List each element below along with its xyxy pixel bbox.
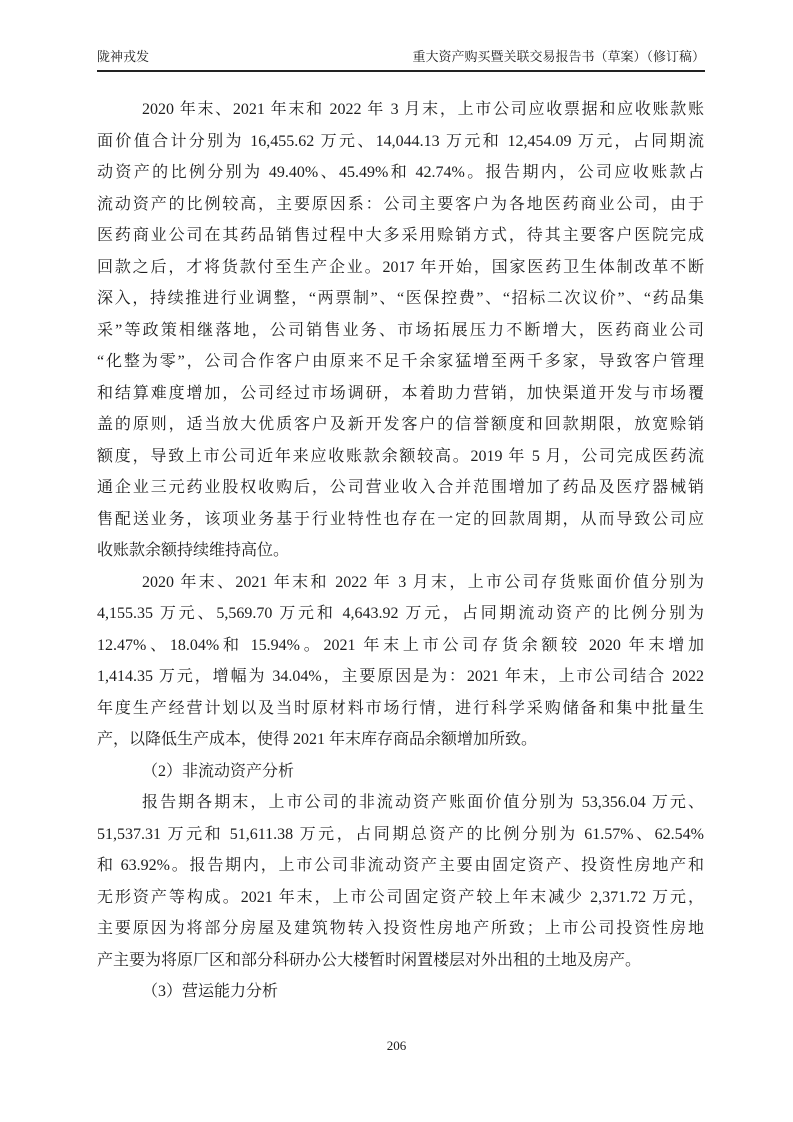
header-company-name: 陇神戎发 — [97, 49, 150, 64]
text-line: 动资产的比例分别为 49.40%、45.49%和 42.74%。报告期内，公司应收账款占 — [97, 164, 704, 181]
text-line: 2020 年末、2021 年末和 2022 年 3 月末，上市公司应收票据和应收账款账 — [142, 101, 704, 118]
page-number: 206 — [386, 1038, 407, 1053]
text-line: （2）非流动资产分析 — [142, 762, 295, 780]
text-line: 产，以降低生产成本，使得 2021 年末库存商品余额增加所致。 — [97, 731, 538, 748]
text-line: 报告期各期末，上市公司的非流动资产账面价值分别为 53,356.04 万元、 — [142, 794, 704, 811]
text-line: 和 63.92%。报告期内，上市公司非流动资产主要由固定资产、投资性房地产和 — [97, 857, 704, 874]
text-line: 无形资产等构成。2021 年末，上市公司固定资产较上年末减少 2,371.72 万元， — [97, 888, 704, 906]
paragraph — [97, 94, 704, 567]
paragraph — [97, 567, 704, 756]
text-line: 回款之后，才将货款付至生产企业。2017 年开始，国家医药卫生体制改革不断 — [97, 258, 704, 276]
text-line: 售配送业务，该项业务基于行业特性也存在一定的回款周期，从而导致公司应 — [97, 510, 704, 528]
text-line: 2020 年末、2021 年末和 2022 年 3 月末，上市公司存货账面价值分别为 — [142, 573, 704, 591]
paragraph — [97, 787, 704, 976]
text-line: 通企业三元药业股权收购后，公司营业收入合并范围增加了药品及医疗器械销 — [97, 479, 704, 496]
text-line: 额度，导致上市公司近年来应收账款余额较高。2019 年 5 月，公司完成医药流 — [97, 447, 704, 465]
text-line: 产主要为将原厂区和部分科研办公大楼暂时闲置楼层对外出租的土地及房产。 — [97, 951, 642, 969]
text-line: 1,414.35 万元，增幅为 34.04%，主要原因是为：2021 年末，上市公司结合 2022 — [97, 668, 704, 685]
text-line: （3）营运能力分析 — [142, 983, 279, 1000]
text-line: 面价值合计分别为 16,455.62 万元、14,044.13 万元和 12,454.09 万元，占同期流 — [97, 132, 704, 150]
text-line: 采”等政策相继落地，公司销售业务、市场拓展压力不断增大，医药商业公司 — [97, 321, 704, 339]
section-heading — [97, 756, 704, 788]
text-line: 主要原因为将部分房屋及建筑物转入投资性房地产所致；上市公司投资性房地 — [97, 920, 704, 937]
text-line: 和结算难度增加，公司经过市场调研，本着助力营销，加快渠道开发与市场覆 — [97, 384, 704, 402]
text-line: 深入，持续推进行业调整，“两票制”、“医保控费”、“招标二次议价”、“药品集 — [97, 290, 704, 307]
text-line: 12.47%、18.04%和 15.94%。2021 年末上市公司存货余额较 2020 年末增加 — [97, 636, 704, 654]
header-report-title: 重大资产购买暨关联交易报告书（草案）（修订稿） — [412, 49, 705, 64]
text-line: “化整为零”，公司合作客户由原来不足千余家猛增至两千多家，导致客户管理 — [97, 353, 704, 370]
text-line: 年度生产经营计划以及当时原材料市场行情，进行科学采购储备和集中批量生 — [97, 699, 704, 717]
page-footer — [0, 1038, 793, 1054]
document-body — [97, 94, 704, 1008]
text-line: 盖的原则，适当放大优质客户及新开发客户的信誉额度和回款期限，放宽赊销 — [97, 416, 704, 433]
text-line: 医药商业公司在其药品销售过程中大多采用赊销方式，待其主要客户医院完成 — [97, 227, 704, 244]
text-line: 51,537.31 万元和 51,611.38 万元，占同期总资产的比例分别为 61.57%、62.54% — [97, 825, 704, 843]
text-line: 4,155.35 万元、5,569.70 万元和 4,643.92 万元，占同期流动资产的比例分别为 — [97, 605, 704, 622]
text-line: 流动资产的比例较高，主要原因系：公司主要客户为各地医药商业公司，由于 — [97, 195, 704, 213]
section-heading — [97, 976, 704, 1008]
page-header — [97, 48, 705, 72]
text-line: 收账款余额持续维持高位。 — [97, 542, 290, 559]
